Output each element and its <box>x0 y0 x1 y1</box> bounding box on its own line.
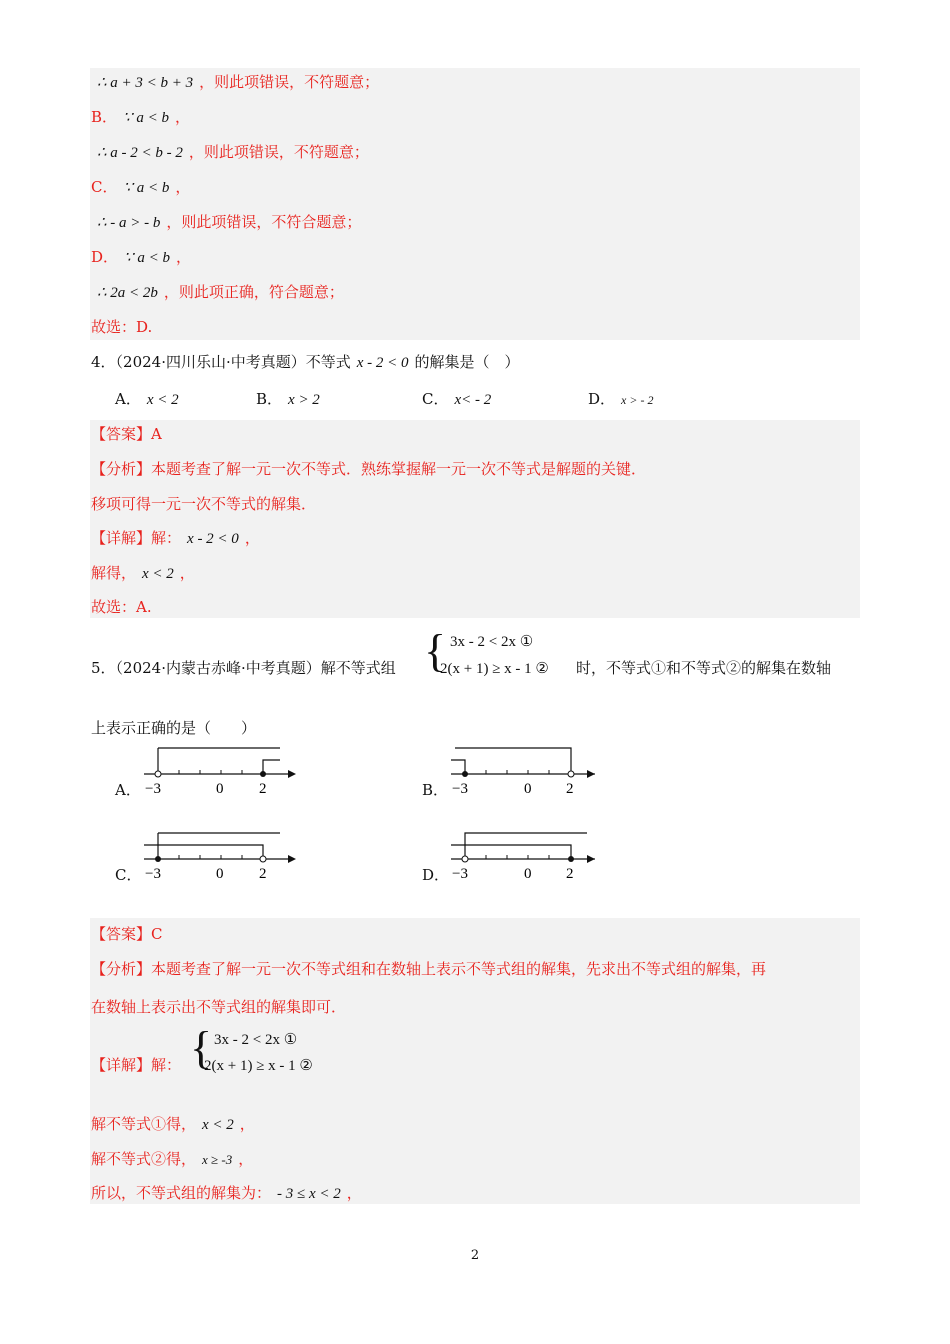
prev-line-5: ∴ - a > - b ，则此项错误，不符合题意； <box>97 213 362 231</box>
q5-option-b-label[interactable]: B． <box>422 781 449 799</box>
prev-line-7: ∴ 2a < 2b ，则此项正确，符合题意； <box>97 283 344 301</box>
q5-detail: 【详解】解： <box>91 1056 182 1074</box>
q5-answer: 【答案】C <box>91 925 163 943</box>
q5-stem: 5．（2024·内蒙古赤峰·中考真题）解不等式组 <box>91 659 396 677</box>
q4-analysis-2: 移项可得一元一次不等式的解集． <box>91 495 317 513</box>
q4-solve: 解得， x < 2 ， <box>91 564 195 582</box>
q5-stem-line2: 上表示正确的是（ ） <box>91 719 257 737</box>
solution-block-q4 <box>90 420 860 618</box>
q4-analysis: 【分析】本题考查了解一元一次不等式．熟练掌握解一元一次不等式是解题的关键． <box>91 460 647 478</box>
tick-label: 0 <box>216 781 224 797</box>
tick-label: 0 <box>524 866 532 882</box>
prev-choice: 故选：D. <box>91 318 153 336</box>
q5-system-brace: { <box>424 625 447 676</box>
prev-line-3: ∴ a - 2 < b - 2 ，则此项错误，不符题意； <box>97 143 369 161</box>
tick-label: 2 <box>566 781 574 797</box>
prev-line-1: ∴ a + 3 < b + 3 ，则此项错误，不符题意； <box>97 73 380 91</box>
q5-detail-system-1: 3x - 2 < 2x ① <box>214 1032 298 1048</box>
q4-option-d[interactable]: D． x > - 2 <box>588 390 654 408</box>
q5-step-1: 解不等式①得， x < 2 ， <box>91 1115 255 1133</box>
tick-label: 0 <box>216 866 224 882</box>
q4-detail: 【详解】解： x - 2 < 0 ， <box>91 529 260 547</box>
q5-step-2: 解不等式②得， x ≥ -3 ， <box>91 1150 254 1168</box>
q5-option-a-number-line[interactable] <box>140 742 300 802</box>
q5-system-line-1: 3x - 2 < 2x ① <box>450 634 534 650</box>
q4-stem: 4．（2024·四川乐山·中考真题）不等式 x - 2 < 0 的解集是（ ） <box>91 353 520 371</box>
tick-label: −3 <box>452 781 468 797</box>
prev-line-4: C． ∵ a < b ， <box>91 178 191 196</box>
q4-answer: 【答案】A <box>91 425 162 443</box>
tick-label: 0 <box>524 781 532 797</box>
q5-option-a-label[interactable]: A． <box>115 781 141 799</box>
q5-system-line-2: 2(x + 1) ≥ x - 1 ② <box>440 661 549 677</box>
tick-label: −3 <box>452 866 468 882</box>
q5-option-d-number-line[interactable] <box>447 827 607 887</box>
tick-label: 2 <box>259 781 267 797</box>
q4-option-b[interactable]: B． x > 2 <box>256 390 320 408</box>
page-number: 2 <box>470 1248 480 1263</box>
q5-analysis-2: 在数轴上表示出不等式组的解集即可． <box>91 998 347 1016</box>
tick-label: 2 <box>259 866 267 882</box>
prev-line-6: D． ∵ a < b ， <box>91 248 191 266</box>
q5-option-d-label[interactable]: D． <box>422 866 450 884</box>
q4-option-c[interactable]: C． x< - 2 <box>422 390 492 408</box>
q5-option-c-label[interactable]: C． <box>115 866 142 884</box>
q5-option-b-number-line[interactable] <box>447 742 607 802</box>
prev-line-2: B． ∵ a < b ， <box>91 108 190 126</box>
q5-stem-tail: 时，不等式①和不等式②的解集在数轴 <box>576 659 832 677</box>
q4-option-a[interactable]: A． x < 2 <box>115 390 179 408</box>
q5-option-c-number-line[interactable] <box>140 827 300 887</box>
q5-analysis: 【分析】本题考查了解一元一次不等式组和在数轴上表示不等式组的解集，先求出不等式组的解集，再 <box>91 960 767 978</box>
tick-label: −3 <box>145 781 161 797</box>
q5-detail-system-2: 2(x + 1) ≥ x - 1 ② <box>204 1058 313 1074</box>
tick-label: −3 <box>145 866 161 882</box>
q5-step-3: 所以，不等式组的解集为： - 3 ≤ x < 2 ， <box>91 1184 362 1202</box>
q5-detail-brace: { <box>190 1022 213 1073</box>
q4-choice: 故选：A. <box>91 598 152 616</box>
tick-label: 2 <box>566 866 574 882</box>
